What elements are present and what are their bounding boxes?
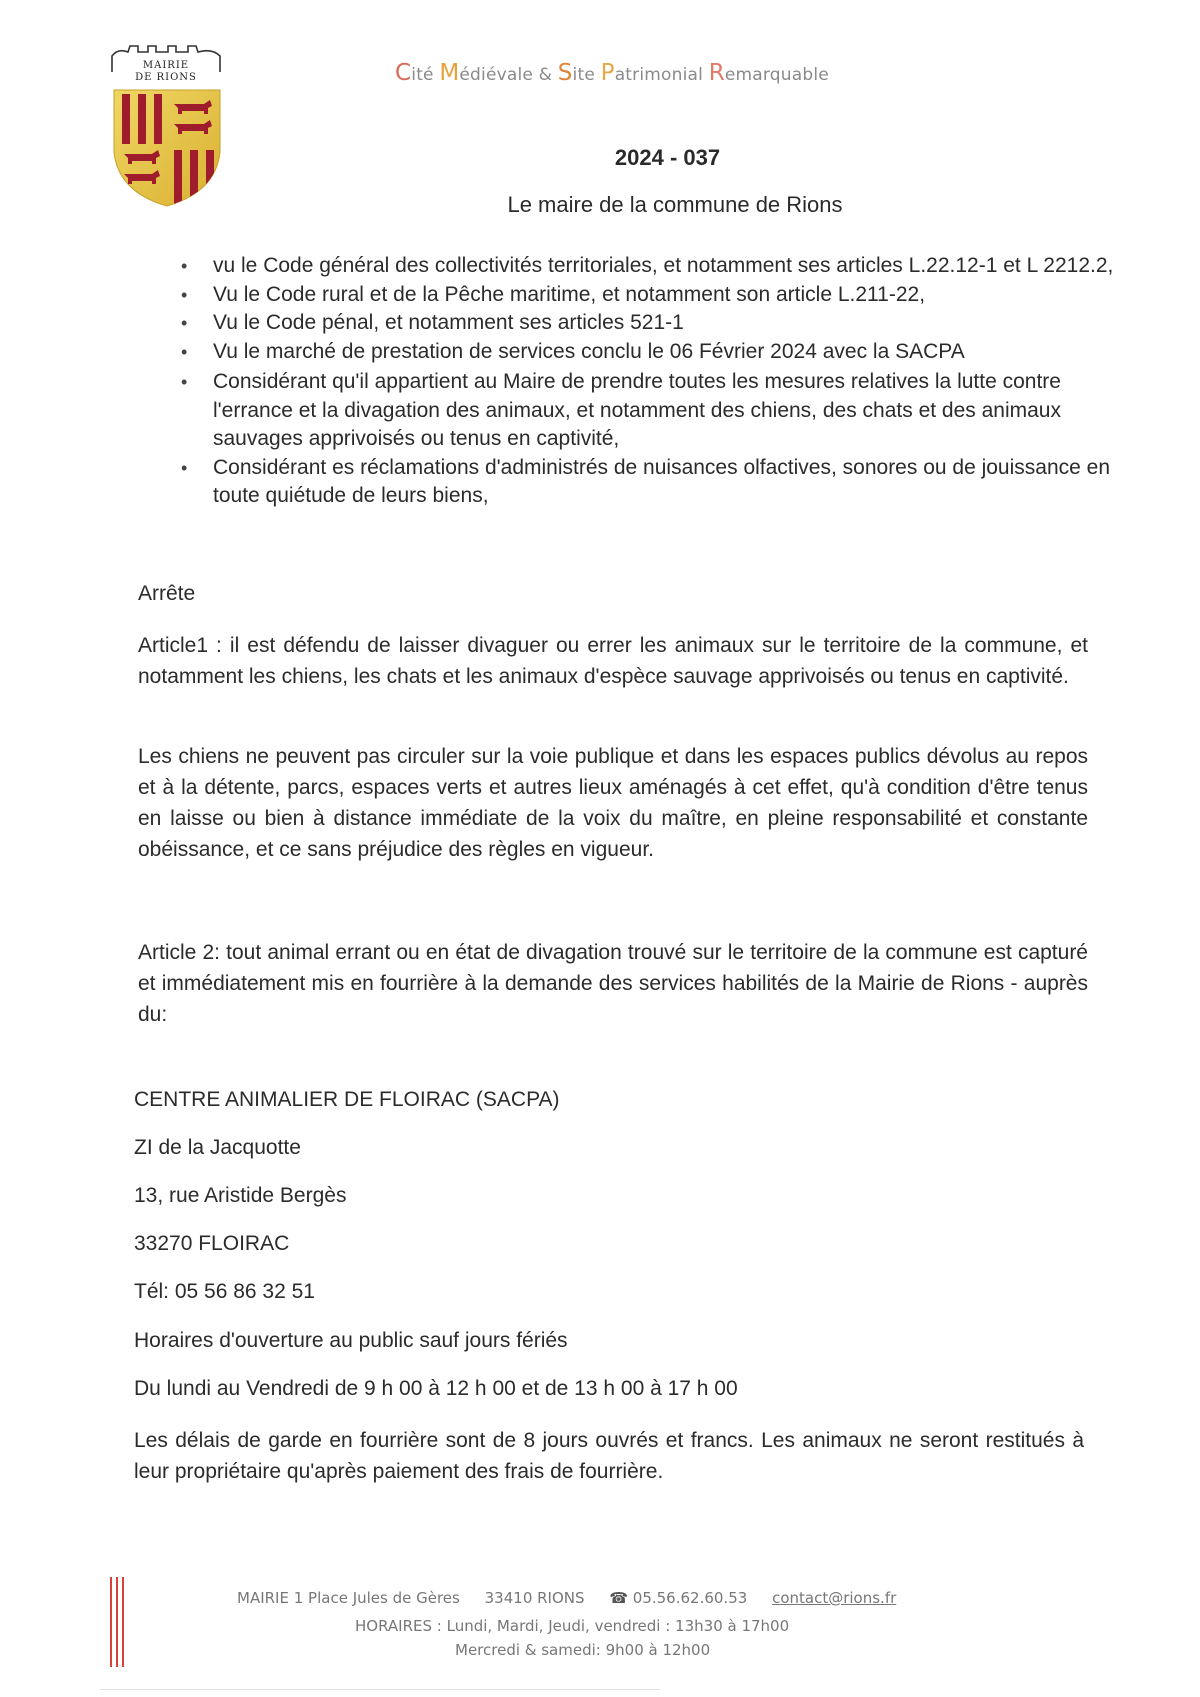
article-1-paragraph-2: Les chiens ne peuvent pas circuler sur la voie publique et dans les espaces publics dévolus au repos et à la détente, parcs, espaces verts et autres lieux aménagés à cet effet, qu'à condition d'être tenus en laisse ou bien à distance immédiate de la voix du maître, en pleine responsabilité et constante obéissance, et ce sans préjudice des règles en vigueur. <box>138 745 1088 861</box>
footer-divider <box>100 1689 660 1690</box>
considerants-list <box>175 252 1120 511</box>
centre-city: 33270 FLOIRAC <box>134 1232 290 1255</box>
decree-subtitle: Le maire de la commune de Rions <box>507 192 843 217</box>
header-tagline <box>395 60 829 86</box>
considerant-item: • Vu le Code rural et de la Pêche maritime, et notamment son article L.211-22, <box>175 281 1120 310</box>
footer-address-line <box>237 1589 896 1607</box>
footer-bar <box>116 1577 118 1667</box>
tagline-rest-2: édiévale & <box>459 65 558 85</box>
centre-phone: Tél: 05 56 86 32 51 <box>134 1280 315 1303</box>
telephone-icon: ☎ <box>609 1589 628 1607</box>
tagline-cap-1: C <box>395 60 412 86</box>
tagline-cap-4: P <box>600 60 615 86</box>
footer-address: 1 Place Jules de Gères <box>293 1589 460 1607</box>
tagline-cap-3: S <box>557 60 573 86</box>
centre-name: CENTRE ANIMALIER DE FLOIRAC (SACPA) <box>134 1088 560 1111</box>
centre-hours-title: Horaires d'ouverture au public sauf jours fériés <box>134 1329 568 1352</box>
crest-text-de-rions: DE RIONS <box>135 72 197 83</box>
footer-bar <box>122 1577 124 1667</box>
considerant-item: • Vu le marché de prestation de services conclu le 06 Février 2024 avec la SACPA <box>175 338 1120 367</box>
considerant-item: • Vu le Code pénal, et notamment ses articles 521-1 <box>175 309 1120 338</box>
footer-postcode-city: 33410 RIONS <box>484 1589 585 1607</box>
article-1: Article1 : il est défendu de laisser divaguer ou errer les animaux sur le territoire de la commune, et notamment les chiens, les chats et les animaux d'espèce sauvage apprivoisés ou tenus en captivité. <box>138 634 1088 688</box>
footer-hours-line-2: Mercredi & samedi: 9h00 à 12h00 <box>455 1641 711 1659</box>
tagline-rest-1: ité <box>411 65 440 85</box>
footer-mairie-label: MAIRIE <box>237 1589 289 1607</box>
centre-address-line2: 13, rue Aristide Bergès <box>134 1184 347 1207</box>
mairie-de-rions-crest-logo <box>108 42 232 210</box>
considerant-item: • Considérant es réclamations d'administrés de nuisances olfactives, sonores ou de jouissance en toute quiétude de leurs biens, <box>175 454 1120 511</box>
footer-hours-line-1: HORAIRES : Lundi, Mardi, Jeudi, vendredi : 13h30 à 17h00 <box>355 1617 790 1635</box>
crest-text-mairie: MAIRIE <box>142 60 190 71</box>
tagline-rest-3: ite <box>572 65 601 85</box>
footer-bar <box>110 1577 112 1667</box>
tagline-cap-2: M <box>439 60 460 86</box>
centre-hours: Du lundi au Vendredi de 9 h 00 à 12 h 00 et de 13 h 00 à 17 h 00 <box>134 1377 738 1400</box>
custody-notice: Les délais de garde en fourrière sont de 8 jours ouvrés et francs. Les animaux ne seront restitués à leur propriétaire qu'après paiement des frais de fourrière. <box>134 1429 1084 1483</box>
decree-reference-number: 2024 - 037 <box>614 145 721 170</box>
footer-accent-bars <box>110 1577 130 1667</box>
arrete-label: Arrête <box>138 582 196 605</box>
footer-phone: 05.56.62.60.53 <box>632 1589 748 1607</box>
tagline-cap-5: R <box>708 60 725 86</box>
centre-address-line1: ZI de la Jacquotte <box>134 1136 301 1159</box>
tagline-rest-5: emarquable <box>724 65 829 85</box>
article-2: Article 2: tout animal errant ou en état de divagation trouvé sur le territoire de la commune est capturé et immédiatement mis en fourrière à la demande des services habilités de la Mairie de Rions - auprès du: <box>138 941 1088 1026</box>
tagline-rest-4: atrimonial <box>614 65 709 85</box>
footer-email-link[interactable]: contact@rions.fr <box>772 1589 897 1607</box>
considerant-item: • vu le Code général des collectivités territoriales, et notamment ses articles L.22.12-1 et L 2212.2, <box>175 252 1120 281</box>
considerant-item: • Considérant qu'il appartient au Maire de prendre toutes les mesures relatives la lutte contre l'errance et la divagation des animaux, et notamment des chiens, des chats et des animaux sauvages apprivoisés ou tenus en captivité, <box>175 368 1120 454</box>
